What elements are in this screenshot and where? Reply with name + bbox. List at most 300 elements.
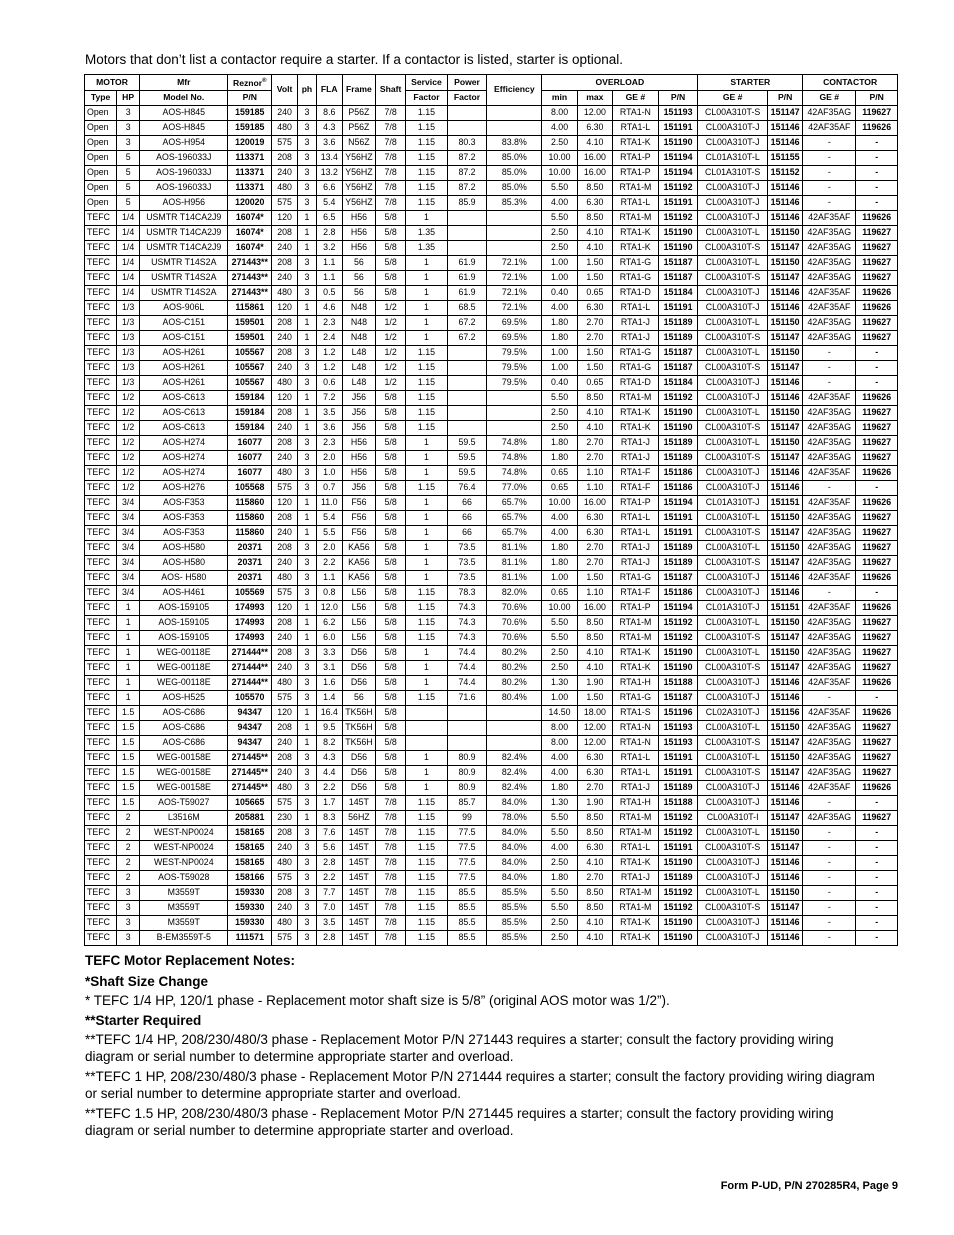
table-cell: 42AF35AF [803,465,856,480]
table-cell: 105567 [228,360,272,375]
table-cell: 159330 [228,900,272,915]
table-cell: D56 [342,645,375,660]
table-cell: 5/8 [376,555,406,570]
table-cell: CL00A310T-S [698,555,768,570]
table-cell: CL01A310T-L [698,150,768,165]
starter-note-1: **TEFC 1/4 HP, 208/230/480/3 phase - Replacement Motor P/N 271443 requires a starter; consult the factory providing wiring diagram or serial number to determine appropriate starter and overload. [85,1032,834,1064]
table-row [85,660,898,675]
table-cell: 1 [298,420,317,435]
table-cell: - [803,165,856,180]
table-cell: 1.50 [577,570,612,585]
table-cell: RTA1-P [613,495,659,510]
table-cell: 1 [298,705,317,720]
table-cell: 5.50 [542,630,577,645]
table-cell: TEFC [85,780,117,795]
table-cell: 240 [272,450,298,465]
table-cell: 151192 [658,390,698,405]
table-cell: 80.9 [447,765,487,780]
table-cell: AOS-H276 [140,480,228,495]
table-cell: AOS-C151 [140,315,228,330]
table-cell: 119627 [856,555,898,570]
table-cell: 20371 [228,540,272,555]
table-cell: 1 [406,495,448,510]
table-cell: 1/2 [117,480,140,495]
table-cell: AOS-H525 [140,690,228,705]
table-cell: 3/4 [117,510,140,525]
table-cell: 42AF35AF [803,210,856,225]
table-cell: RTA1-M [613,900,659,915]
table-cell: 1.50 [577,360,612,375]
table-cell: 74.8% [487,435,542,450]
table-cell: 115860 [228,525,272,540]
table-cell: 1.90 [577,795,612,810]
table-cell: AOS-C613 [140,420,228,435]
table-cell: CL00A310T-J [698,120,768,135]
table-cell: 42AF35AF [803,780,856,795]
table-cell: 8.50 [577,210,612,225]
table-cell: 1.1 [316,270,342,285]
table-cell: RTA1-M [613,885,659,900]
table-cell: - [856,900,898,915]
table-cell: CL00A310T-J [698,480,768,495]
table-cell: 69.5% [487,315,542,330]
table-cell: 3 [298,540,317,555]
table-cell: CL00A310T-L [698,405,768,420]
table-cell: 42AF35AG [803,615,856,630]
table-cell: 80.9 [447,780,487,795]
table-cell: 480 [272,465,298,480]
table-cell: 7/8 [376,120,406,135]
table-cell: 16074* [228,225,272,240]
table-cell: 151194 [658,495,698,510]
table-cell: Open [85,120,117,135]
table-cell: TEFC [85,840,117,855]
table-cell: 208 [272,510,298,525]
table-cell: 12.0 [316,600,342,615]
table-cell: AOS-906L [140,300,228,315]
table-cell: TEFC [85,585,117,600]
table-cell: 2.8 [316,930,342,945]
table-cell: 1.15 [406,825,448,840]
table-cell: 5/8 [376,435,406,450]
table-cell: 5/8 [376,210,406,225]
table-cell: RTA1-J [613,540,659,555]
table-cell: 8.2 [316,735,342,750]
table-cell: 271443** [228,285,272,300]
table-cell: CL00A310T-S [698,270,768,285]
table-cell: 5/8 [376,600,406,615]
table-cell: 4.00 [542,525,577,540]
table-cell: - [856,795,898,810]
table-cell: 8.50 [577,825,612,840]
table-cell: CL00A310T-S [698,240,768,255]
table-cell: 151191 [658,195,698,210]
table-cell: 151147 [767,270,802,285]
table-cell: 7/8 [376,135,406,150]
table-cell: 151189 [658,540,698,555]
table-cell: 1/2 [376,345,406,360]
table-cell: 3/4 [117,570,140,585]
table-cell: RTA1-S [613,705,659,720]
table-cell: 151190 [658,855,698,870]
table-cell: TEFC [85,360,117,375]
table-cell: 61.9 [447,285,487,300]
table-cell: 151146 [767,855,802,870]
table-cell: 6.5 [316,210,342,225]
table-cell: 4.10 [577,660,612,675]
table-row [85,300,898,315]
table-cell: CL00A310T-J [698,390,768,405]
table-cell: 105569 [228,585,272,600]
table-cell: 2 [117,810,140,825]
table-cell: 3 [298,750,317,765]
table-cell: 72.1% [487,270,542,285]
table-cell: 158165 [228,840,272,855]
table-cell: 1.15 [406,150,448,165]
table-cell: - [856,915,898,930]
table-cell: - [856,375,898,390]
table-cell: 6.30 [577,120,612,135]
table-row [85,840,898,855]
table-cell: KA56 [342,570,375,585]
table-cell: 1 [117,675,140,690]
table-cell: 151146 [767,180,802,195]
table-cell: CL00A310T-J [698,870,768,885]
table-row [85,525,898,540]
table-cell: CL00A310T-I [698,810,768,825]
table-cell: 208 [272,720,298,735]
table-cell: 151191 [658,750,698,765]
table-cell: 1 [298,735,317,750]
table-cell: CL00A310T-L [698,750,768,765]
table-cell: 87.2 [447,150,487,165]
table-row [85,645,898,660]
table-cell: 77.5 [447,840,487,855]
table-cell: 3 [298,690,317,705]
table-cell [447,210,487,225]
table-cell: 4.10 [577,420,612,435]
table-cell: AOS-F353 [140,510,228,525]
table-cell: USMTR T14CA2J9 [140,240,228,255]
table-cell: - [803,135,856,150]
table-cell: - [803,930,856,945]
table-cell: 0.5 [316,285,342,300]
table-cell: 1.00 [542,255,577,270]
table-cell: 74.4 [447,660,487,675]
table-cell: 4.00 [542,195,577,210]
table-cell: 230 [272,810,298,825]
table-cell: RTA1-J [613,870,659,885]
table-cell: 1.80 [542,870,577,885]
table-cell: 8.00 [542,105,577,120]
table-cell: 6.30 [577,750,612,765]
table-cell: 5.50 [542,825,577,840]
table-row [85,855,898,870]
table-cell: 119627 [856,315,898,330]
table-cell: 3 [298,465,317,480]
table-cell: 42AF35AF [803,675,856,690]
table-cell: CL00A310T-L [698,540,768,555]
table-cell: RTA1-J [613,555,659,570]
table-cell: AOS-H954 [140,135,228,150]
table-cell: 8.50 [577,885,612,900]
table-cell: 56 [342,690,375,705]
table-cell: 2 [117,825,140,840]
notes-title: TEFC Motor Replacement Notes: [85,953,296,968]
table-row [85,675,898,690]
table-cell: 2.70 [577,315,612,330]
table-cell: 1 [298,615,317,630]
table-cell: RTA1-K [613,405,659,420]
table-cell: 1 [406,330,448,345]
table-cell: 1.15 [406,690,448,705]
table-cell: 1.1 [316,570,342,585]
table-cell: 1 [406,315,448,330]
table-cell: 151147 [767,450,802,465]
table-cell: 151150 [767,435,802,450]
header-reznor: Reznor® [228,75,272,91]
table-cell [487,735,542,750]
table-cell: 80.2% [487,660,542,675]
table-cell: WEST-NP0024 [140,840,228,855]
table-cell: 151187 [658,255,698,270]
table-cell: 119627 [856,270,898,285]
table-cell: 5/8 [376,525,406,540]
table-cell: AOS-159105 [140,615,228,630]
table-cell: 5/8 [376,690,406,705]
table-cell: CL00A310T-J [698,795,768,810]
table-cell: RTA1-G [613,360,659,375]
table-cell: 77.5 [447,870,487,885]
table-cell: J56 [342,480,375,495]
table-cell: CL00A310T-S [698,360,768,375]
table-cell: 2.70 [577,870,612,885]
table-cell: 271445** [228,765,272,780]
table-cell: 1.50 [577,255,612,270]
table-cell: 79.5% [487,360,542,375]
table-cell: 1 [298,225,317,240]
table-cell: 105567 [228,345,272,360]
table-cell: 151146 [767,585,802,600]
table-cell: 5.4 [316,195,342,210]
header-hp: HP [117,90,140,105]
table-cell: 42AF35AG [803,630,856,645]
table-cell: 240 [272,420,298,435]
table-cell: 151147 [767,840,802,855]
table-row [85,930,898,945]
table-cell: 158165 [228,825,272,840]
table-cell: 16.00 [577,165,612,180]
table-cell: 3 [117,915,140,930]
table-cell: 66 [447,525,487,540]
table-cell: WEG-00118E [140,660,228,675]
table-row [85,225,898,240]
table-cell: WEG-00158E [140,750,228,765]
table-cell: 5.50 [542,180,577,195]
table-row [85,765,898,780]
table-cell: 4.00 [542,510,577,525]
table-cell: TEFC [85,435,117,450]
table-cell: WEST-NP0024 [140,855,228,870]
table-cell [447,720,487,735]
table-cell: RTA1-N [613,735,659,750]
table-cell: N48 [342,330,375,345]
table-cell: D56 [342,660,375,675]
table-cell: 119627 [856,810,898,825]
table-cell: 208 [272,345,298,360]
table-cell: D56 [342,750,375,765]
table-cell: 16077 [228,465,272,480]
table-cell: Open [85,180,117,195]
table-cell: 6.6 [316,180,342,195]
table-cell: 10.00 [542,165,577,180]
table-cell: AOS-H261 [140,360,228,375]
table-cell: 105568 [228,480,272,495]
table-cell: TEFC [85,555,117,570]
table-cell: AOS-196033J [140,165,228,180]
table-cell: 5/8 [376,615,406,630]
table-cell: 1.00 [542,270,577,285]
table-cell: - [803,915,856,930]
table-cell: 4.3 [316,750,342,765]
table-cell: 113371 [228,180,272,195]
table-cell [447,360,487,375]
table-cell: 208 [272,225,298,240]
table-cell: AOS-H845 [140,120,228,135]
table-cell: 77.5 [447,825,487,840]
table-cell: 1 [406,525,448,540]
table-cell: 151193 [658,720,698,735]
table-cell: 81.1% [487,555,542,570]
table-cell: 208 [272,540,298,555]
table-cell: 240 [272,765,298,780]
table-cell: 3 [298,855,317,870]
table-cell: 9.5 [316,720,342,735]
table-cell: 16074* [228,240,272,255]
header-starter: STARTER [698,75,803,91]
table-cell: 2.50 [542,660,577,675]
table-cell: 42AF35AF [803,600,856,615]
table-row [85,780,898,795]
table-row [85,495,898,510]
table-cell: 1.15 [406,345,448,360]
table-cell: 61.9 [447,255,487,270]
table-cell: 151146 [767,390,802,405]
table-cell: 11.0 [316,495,342,510]
table-cell: 1 [117,645,140,660]
table-cell: 1 [406,675,448,690]
table-cell: 16.00 [577,600,612,615]
table-cell: 151191 [658,120,698,135]
table-cell: 1.15 [406,360,448,375]
table-cell: USMTR T14S2A [140,270,228,285]
table-cell: L56 [342,615,375,630]
table-cell: 205881 [228,810,272,825]
table-cell: 240 [272,360,298,375]
table-cell: 2.50 [542,930,577,945]
table-cell: 77.0% [487,480,542,495]
table-cell: 5/8 [376,255,406,270]
table-cell: 87.2 [447,180,487,195]
table-cell [447,105,487,120]
table-cell: 151147 [767,735,802,750]
table-cell: 575 [272,690,298,705]
table-row [85,735,898,750]
table-cell: 145T [342,855,375,870]
table-cell: 6.0 [316,630,342,645]
table-row [85,390,898,405]
header-shaft: Shaft [376,75,406,106]
table-cell: 575 [272,195,298,210]
table-cell: 119626 [856,705,898,720]
table-cell: 1 [406,645,448,660]
table-cell: 3.3 [316,645,342,660]
table-cell: 1 [406,660,448,675]
table-cell: 7/8 [376,105,406,120]
table-cell: 65.7% [487,510,542,525]
table-cell: 70.6% [487,600,542,615]
table-cell: 1/4 [117,225,140,240]
table-cell: 5.4 [316,510,342,525]
header-fla: FLA [316,75,342,106]
table-cell: 151146 [767,780,802,795]
table-cell: 1.15 [406,840,448,855]
table-cell: CL00A310T-J [698,570,768,585]
table-cell: 1.10 [577,585,612,600]
table-cell: RTA1-M [613,630,659,645]
table-cell: RTA1-K [613,420,659,435]
table-cell: 151151 [767,600,802,615]
table-cell: 151147 [767,105,802,120]
table-cell: 6.30 [577,840,612,855]
table-cell: 151190 [658,915,698,930]
table-cell: 74.3 [447,600,487,615]
table-cell: 1 [298,330,317,345]
table-cell: - [856,825,898,840]
table-cell: 174993 [228,600,272,615]
table-cell: RTA1-L [613,840,659,855]
table-row [85,600,898,615]
table-cell [487,210,542,225]
table-cell: 8.3 [316,810,342,825]
table-row [85,270,898,285]
table-cell: 208 [272,825,298,840]
table-cell: Y56HZ [342,195,375,210]
table-cell: 82.4% [487,765,542,780]
table-cell: 1.4 [316,690,342,705]
table-cell: 2.50 [542,405,577,420]
table-cell: 7/8 [376,810,406,825]
table-cell: TEFC [85,420,117,435]
table-cell: - [803,585,856,600]
table-cell: RTA1-K [613,225,659,240]
table-cell: 1 [298,240,317,255]
table-cell: 3 [298,660,317,675]
table-cell: CL00A310T-L [698,315,768,330]
table-cell: 5/8 [376,705,406,720]
table-cell [447,240,487,255]
table-cell: CL00A310T-J [698,135,768,150]
table-cell: 480 [272,285,298,300]
table-cell: 120 [272,390,298,405]
table-cell: CL00A310T-S [698,420,768,435]
table-cell: - [803,795,856,810]
table-cell: 151189 [658,780,698,795]
table-cell: P56Z [342,120,375,135]
table-cell: M3559T [140,885,228,900]
table-cell: 1.00 [542,690,577,705]
table-cell: 151146 [767,915,802,930]
